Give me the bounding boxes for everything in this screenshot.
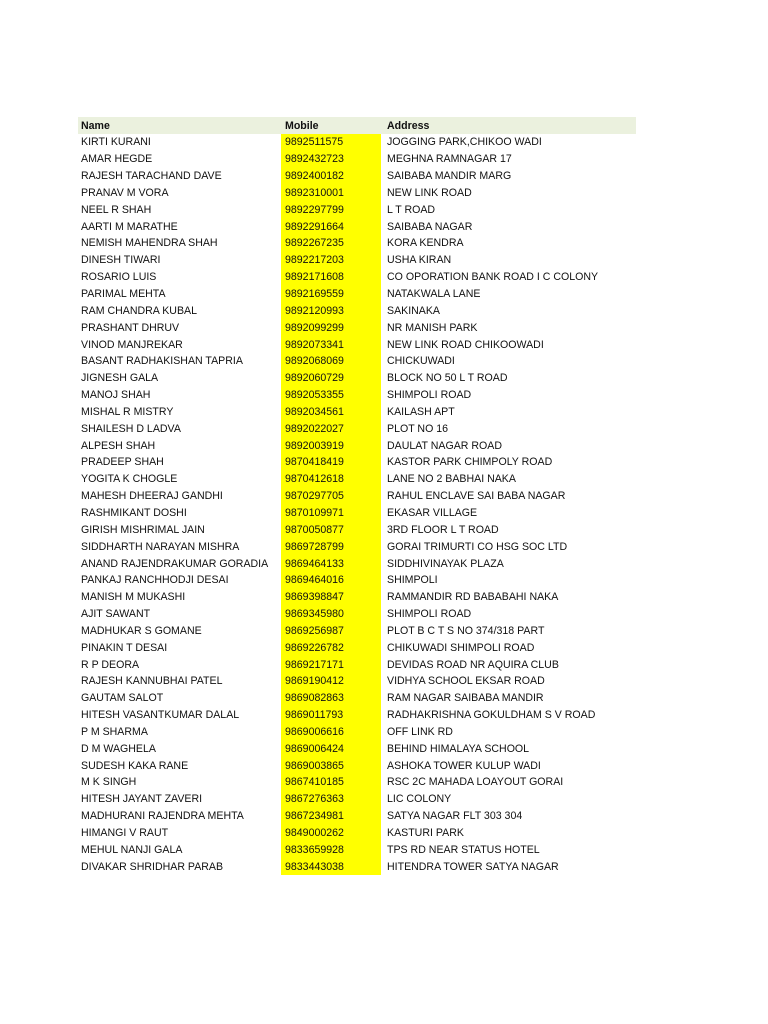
table-row <box>78 286 636 303</box>
cell-mobile: 9869006424 <box>281 740 381 757</box>
table-row <box>78 791 636 808</box>
cell-mobile: 9869464016 <box>281 572 381 589</box>
table-header-row <box>78 117 636 134</box>
table-row <box>78 185 636 202</box>
cell-address: RSC 2C MAHADA LOAYOUT GORAI <box>387 776 564 789</box>
cell-mobile: 9869728799 <box>281 538 381 555</box>
cell-mobile: 9892068069 <box>281 353 381 370</box>
cell-address: JOGGING PARK,CHIKOO WADI <box>387 136 542 149</box>
cell-mobile: 9867410185 <box>281 774 381 791</box>
cell-mobile: 9892120993 <box>281 302 381 319</box>
cell-address: HITENDRA TOWER SATYA NAGAR <box>387 860 559 873</box>
column-header-address: Address <box>387 119 430 132</box>
cell-mobile: 9833659928 <box>281 841 381 858</box>
table-row <box>78 740 636 757</box>
cell-mobile: 9869006616 <box>281 724 381 741</box>
cell-name: MANISH M MUKASHI <box>81 591 186 604</box>
table-row <box>78 606 636 623</box>
cell-name: HIMANGI V RAUT <box>81 827 169 840</box>
cell-name: PRANAV M VORA <box>81 186 169 199</box>
cell-address: PLOT NO 16 <box>387 422 449 435</box>
cell-name: MAHESH DHEERAJ GANDHI <box>81 490 223 503</box>
cell-address: 3RD FLOOR L T ROAD <box>387 523 499 536</box>
table-row <box>78 420 636 437</box>
table-row <box>78 622 636 639</box>
table-row <box>78 505 636 522</box>
cell-name: HITESH JAYANT ZAVERI <box>81 793 203 806</box>
table-row <box>78 302 636 319</box>
cell-mobile: 9892099299 <box>281 319 381 336</box>
cell-name: ANAND RAJENDRAKUMAR GORADIA <box>81 557 269 570</box>
cell-address: BEHIND HIMALAYA SCHOOL <box>387 742 530 755</box>
cell-name: ALPESH SHAH <box>81 439 156 452</box>
cell-name: D M WAGHELA <box>81 742 156 755</box>
cell-name: MADHURANI RAJENDRA MEHTA <box>81 810 244 823</box>
table-row <box>78 757 636 774</box>
cell-address: OFF LINK RD <box>387 725 453 738</box>
cell-address: NR MANISH PARK <box>387 321 478 334</box>
cell-name: BASANT RADHAKISHAN TAPRIA <box>81 355 243 368</box>
cell-mobile: 9892511575 <box>281 134 381 151</box>
cell-address: SHIMPOLI ROAD <box>387 389 472 402</box>
cell-address: NEW LINK ROAD CHIKOOWADI <box>387 338 544 351</box>
table-row <box>78 707 636 724</box>
table-row <box>78 168 636 185</box>
cell-mobile: 9892297799 <box>281 201 381 218</box>
table-row <box>78 538 636 555</box>
table-row <box>78 825 636 842</box>
cell-address: RAHUL ENCLAVE SAI BABA NAGAR <box>387 490 566 503</box>
cell-name: SIDDHARTH NARAYAN MISHRA <box>81 540 240 553</box>
cell-address: SHIMPOLI ROAD <box>387 608 472 621</box>
cell-address: RAM NAGAR SAIBABA MANDIR <box>387 692 544 705</box>
cell-mobile: 9892217203 <box>281 252 381 269</box>
table-row <box>78 218 636 235</box>
cell-mobile: 9892171608 <box>281 269 381 286</box>
cell-address: MEGHNA RAMNAGAR 17 <box>387 153 512 166</box>
cell-address: ASHOKA TOWER KULUP WADI <box>387 759 541 772</box>
table-row <box>78 555 636 572</box>
cell-address: SAIBABA NAGAR <box>387 220 473 233</box>
cell-address: KASTOR PARK CHIMPOLY ROAD <box>387 456 553 469</box>
cell-mobile: 9869345980 <box>281 606 381 623</box>
cell-name: ROSARIO LUIS <box>81 271 157 284</box>
cell-mobile: 9869398847 <box>281 589 381 606</box>
cell-address: NATAKWALA LANE <box>387 288 481 301</box>
cell-name: R P DEORA <box>81 658 140 671</box>
cell-name: AMAR HEGDE <box>81 153 153 166</box>
table-row <box>78 134 636 151</box>
table-row <box>78 488 636 505</box>
cell-mobile: 9869464133 <box>281 555 381 572</box>
contact-table <box>78 117 636 875</box>
table-row <box>78 353 636 370</box>
cell-address: SHIMPOLI <box>387 574 438 587</box>
cell-mobile: 9892267235 <box>281 235 381 252</box>
cell-name: VINOD MANJREKAR <box>81 338 183 351</box>
cell-mobile: 9869226782 <box>281 639 381 656</box>
column-header-name: Name <box>81 119 110 132</box>
cell-mobile: 9892432723 <box>281 151 381 168</box>
cell-address: LIC COLONY <box>387 793 452 806</box>
cell-name: RAJESH TARACHAND DAVE <box>81 170 222 183</box>
cell-address: DAULAT NAGAR ROAD <box>387 439 502 452</box>
cell-mobile: 9869003865 <box>281 757 381 774</box>
column-header-mobile: Mobile <box>285 119 319 132</box>
table-row <box>78 808 636 825</box>
cell-name: KIRTI KURANI <box>81 136 151 149</box>
cell-name: GIRISH MISHRIMAL JAIN <box>81 523 205 536</box>
cell-name: RAM CHANDRA KUBAL <box>81 304 197 317</box>
cell-name: NEEL R SHAH <box>81 203 152 216</box>
cell-name: GAUTAM SALOT <box>81 692 164 705</box>
cell-address: VIDHYA SCHOOL EKSAR ROAD <box>387 675 545 688</box>
cell-address: SIDDHIVINAYAK PLAZA <box>387 557 504 570</box>
table-row <box>78 656 636 673</box>
cell-mobile: 9870297705 <box>281 488 381 505</box>
cell-mobile: 9892060729 <box>281 370 381 387</box>
cell-address: USHA KIRAN <box>387 254 452 267</box>
cell-mobile: 9867276363 <box>281 791 381 808</box>
cell-address: KORA KENDRA <box>387 237 464 250</box>
table-row <box>78 336 636 353</box>
table-row <box>78 841 636 858</box>
cell-name: MISHAL R MISTRY <box>81 405 174 418</box>
cell-name: M K SINGH <box>81 776 137 789</box>
table-row <box>78 437 636 454</box>
cell-address: PLOT B C T S NO 374/318 PART <box>387 624 545 637</box>
cell-mobile: 9869256987 <box>281 622 381 639</box>
cell-address: TPS RD NEAR STATUS HOTEL <box>387 843 540 856</box>
cell-address: KASTURI PARK <box>387 827 464 840</box>
cell-name: RAJESH KANNUBHAI PATEL <box>81 675 223 688</box>
cell-address: EKASAR VILLAGE <box>387 506 478 519</box>
cell-mobile: 9869011793 <box>281 707 381 724</box>
cell-address: RAMMANDIR RD BABABAHI NAKA <box>387 591 559 604</box>
table-row <box>78 252 636 269</box>
cell-mobile: 9870050877 <box>281 521 381 538</box>
cell-name: PRADEEP SHAH <box>81 456 164 469</box>
table-row <box>78 471 636 488</box>
table-row <box>78 235 636 252</box>
table-row <box>78 151 636 168</box>
cell-name: P M SHARMA <box>81 725 148 738</box>
cell-mobile: 9892310001 <box>281 185 381 202</box>
cell-mobile: 9869217171 <box>281 656 381 673</box>
cell-mobile: 9892003919 <box>281 437 381 454</box>
table-row <box>78 673 636 690</box>
cell-address: LANE NO 2 BABHAI NAKA <box>387 473 516 486</box>
cell-address: GORAI TRIMURTI CO HSG SOC LTD <box>387 540 568 553</box>
cell-mobile: 9892400182 <box>281 168 381 185</box>
cell-address: DEVIDAS ROAD NR AQUIRA CLUB <box>387 658 559 671</box>
cell-address: SATYA NAGAR FLT 303 304 <box>387 810 523 823</box>
cell-mobile: 9892034561 <box>281 404 381 421</box>
cell-name: RASHMIKANT DOSHI <box>81 506 187 519</box>
cell-name: AARTI M MARATHE <box>81 220 178 233</box>
cell-name: PINAKIN T DESAI <box>81 641 168 654</box>
cell-mobile: 9869082863 <box>281 690 381 707</box>
cell-address: KAILASH APT <box>387 405 455 418</box>
table-row <box>78 690 636 707</box>
cell-address: CO OPORATION BANK ROAD I C COLONY <box>387 271 599 284</box>
cell-mobile: 9867234981 <box>281 808 381 825</box>
cell-name: DIVAKAR SHRIDHAR PARAB <box>81 860 224 873</box>
cell-name: YOGITA K CHOGLE <box>81 473 178 486</box>
cell-name: DINESH TIWARI <box>81 254 161 267</box>
table-row <box>78 319 636 336</box>
table-row <box>78 774 636 791</box>
cell-name: PRASHANT DHRUV <box>81 321 180 334</box>
cell-mobile: 9849000262 <box>281 825 381 842</box>
cell-name: AJIT SAWANT <box>81 608 151 621</box>
cell-mobile: 9833443038 <box>281 858 381 875</box>
table-row <box>78 454 636 471</box>
cell-address: SAKINAKA <box>387 304 440 317</box>
table-row <box>78 201 636 218</box>
table-row <box>78 370 636 387</box>
cell-mobile: 9870412618 <box>281 471 381 488</box>
table-row <box>78 521 636 538</box>
table-row <box>78 387 636 404</box>
cell-address: L T ROAD <box>387 203 436 216</box>
table-row <box>78 572 636 589</box>
cell-mobile: 9892022027 <box>281 420 381 437</box>
cell-address: CHIKUWADI SHIMPOLI ROAD <box>387 641 535 654</box>
cell-mobile: 9892291664 <box>281 218 381 235</box>
cell-address: NEW LINK ROAD <box>387 186 472 199</box>
cell-mobile: 9892169559 <box>281 286 381 303</box>
cell-address: BLOCK NO 50 L T ROAD <box>387 372 508 385</box>
cell-name: MEHUL NANJI GALA <box>81 843 183 856</box>
table-body <box>78 134 636 875</box>
cell-name: PARIMAL MEHTA <box>81 288 166 301</box>
cell-mobile: 9870418419 <box>281 454 381 471</box>
cell-name: MANOJ SHAH <box>81 389 151 402</box>
cell-address: RADHAKRISHNA GOKULDHAM S V ROAD <box>387 709 596 722</box>
table-row <box>78 724 636 741</box>
cell-mobile: 9892073341 <box>281 336 381 353</box>
cell-name: JIGNESH GALA <box>81 372 159 385</box>
table-row <box>78 589 636 606</box>
cell-name: PANKAJ RANCHHODJI DESAI <box>81 574 229 587</box>
cell-name: NEMISH MAHENDRA SHAH <box>81 237 218 250</box>
table-row <box>78 404 636 421</box>
table-row <box>78 639 636 656</box>
cell-mobile: 9870109971 <box>281 505 381 522</box>
cell-mobile: 9892053355 <box>281 387 381 404</box>
cell-name: HITESH VASANTKUMAR DALAL <box>81 709 240 722</box>
cell-name: SHAILESH D LADVA <box>81 422 181 435</box>
table-row <box>78 269 636 286</box>
cell-address: SAIBABA MANDIR MARG <box>387 170 512 183</box>
cell-name: MADHUKAR S GOMANE <box>81 624 202 637</box>
table-row <box>78 858 636 875</box>
cell-address: CHICKUWADI <box>387 355 455 368</box>
cell-mobile: 9869190412 <box>281 673 381 690</box>
cell-name: SUDESH KAKA RANE <box>81 759 189 772</box>
